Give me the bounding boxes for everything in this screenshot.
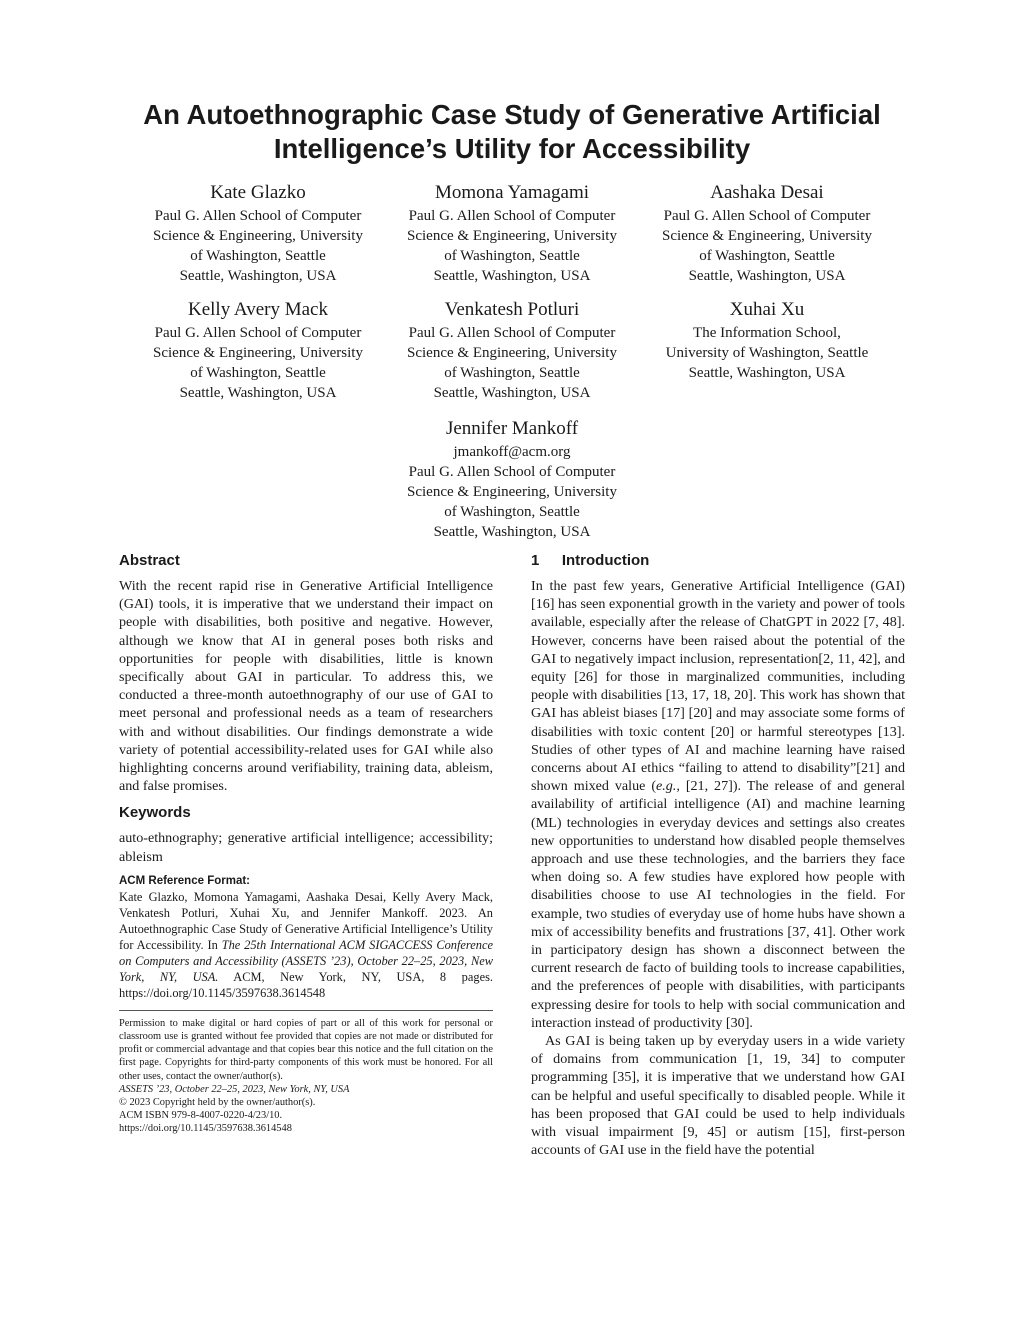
author-name: Kate Glazko bbox=[210, 182, 306, 203]
author-block bbox=[123, 180, 393, 286]
author-affiliation-line: University of Washington, Seattle bbox=[665, 345, 869, 361]
author-name: Aashaka Desai bbox=[710, 182, 824, 203]
permission-text: Permission to make digital or hard copies of part or all of this work for personal or classroom use is granted without fee provided that copies are not made or distributed for profit or commercial advantage and that copies bear this notice and the full citation on the first page. Copyrights for third-party components of this work must be honored. For all other uses, contact the owner/author(s). bbox=[119, 1017, 493, 1082]
author-name: Venkatesh Potluri bbox=[444, 299, 580, 320]
author-affiliation-line: Seattle, Washington, USA bbox=[179, 268, 337, 284]
author-affiliation-line: Science & Engineering, University bbox=[153, 345, 363, 361]
abstract-text: With the recent rapid rise in Generative Artificial Intelligence (GAI) tools, it is imperative that we understand their impact on people with disabilities, both positive and negative. However, although we know that AI in general poses both risks and opportunities for people with disabilities, little is known specifically about GAI in particular. To address this, we conducted a three-month autoethnography of our use of GAI to meet personal and professional needs as a team of researchers with and without disabilities. Our findings demonstrate a wide variety of potential accessibility-related uses for GAI while also highlighting concerns around verifiability, training data, ableism, and false promises. bbox=[119, 578, 493, 795]
author-block bbox=[377, 297, 647, 403]
doi-link[interactable]: https://doi.org/10.1145/3597638.3614548 bbox=[119, 1123, 292, 1135]
title-line-2: Intelligence’s Utility for Accessibility bbox=[273, 133, 751, 164]
keywords-text: auto-ethnography; generative artificial intelligence; accessibility; ableism bbox=[119, 830, 493, 865]
author-affiliation-line: Paul G. Allen School of Computer bbox=[408, 464, 616, 480]
author-block bbox=[632, 297, 902, 383]
intro-p1-part-a: In the past few years, Generative Artificial Intelligence (GAI) [16] has seen exponential growth in the variety and power of tools available, especially after the release of ChatGPT in 2022 [7, 48]. However, concerns have been raised about the potential of the GAI to negatively impact inclusion, representation[2, 11, 42], and equity [26] for those in marginalized communities, including people with disabilities [13, 17, 18, 20]. This work has shown that GAI has ableist biases [17] [20] and may associate some forms of disabilities with toxic content [20] or harmful stereotypes [13]. Studies of other types of AI and machine learning have raised concerns about AI ethics “failing to attend to disability”[21] and shown mixed value ( bbox=[531, 578, 905, 795]
author-affiliation-line: Science & Engineering, University bbox=[407, 484, 617, 500]
author-affiliation-line: of Washington, Seattle bbox=[699, 248, 835, 264]
author-block bbox=[123, 297, 393, 403]
author-affiliation-line: of Washington, Seattle bbox=[444, 504, 580, 520]
acm-reference-text bbox=[119, 889, 493, 1001]
intro-p1-part-b: [21, 27]). The release of and general availability of artificial intelligence (AI) and machine learning (ML) technologies in everyday devices and settings also creates new opportunities to understand how disabled people themselves approach and use these technologies, and the barriers they face when doing so. A few studies have explored how people with disabilities choose to use AI technologies in the field. For example, two studies of everyday use of home hubs have shown a mix of accessibility benefits and frustrations [37, 41]. Other work in participatory design has shown a disconnect between the current research de facto of building tools to increase capabilities, and the preferences of people with disabilities, with participants expressing desire for tools to help with social communication and interaction instead of productivity [30]. bbox=[531, 778, 905, 1031]
author-affiliation-line: Seattle, Washington, USA bbox=[433, 385, 591, 401]
right-column bbox=[531, 551, 905, 1160]
isbn-line: ACM ISBN 979-8-4007-0220-4/23/10. bbox=[119, 1110, 283, 1122]
author-affiliation-line: Seattle, Washington, USA bbox=[433, 524, 591, 540]
author-affiliation-line: Science & Engineering, University bbox=[407, 228, 617, 244]
author-affiliation-line: Seattle, Washington, USA bbox=[688, 365, 846, 381]
copyright-line: © 2023 Copyright held by the owner/author(s). bbox=[119, 1097, 316, 1109]
author-affiliation-line: Science & Engineering, University bbox=[407, 345, 617, 361]
left-column bbox=[119, 551, 493, 1136]
paper-title bbox=[100, 98, 924, 166]
author-affiliation-line: Seattle, Washington, USA bbox=[433, 268, 591, 284]
author-affiliation-line: Paul G. Allen School of Computer bbox=[663, 208, 871, 224]
author-affiliation-line: of Washington, Seattle bbox=[444, 248, 580, 264]
author-email[interactable]: jmankoff@acm.org bbox=[453, 444, 571, 460]
author-affiliation-line: Science & Engineering, University bbox=[153, 228, 363, 244]
author-affiliation-line: Science & Engineering, University bbox=[662, 228, 872, 244]
acm-reference-pre: Kate Glazko, Momona Yamagami, Aashaka Desai, Kelly Avery Mack, Venkatesh Potluri, Xuhai Xu, and Jennifer Mankoff. 2023. An Autoethnographic Case Study of Generative Artificial Intelligence’s Utility for Accessibility. In bbox=[119, 889, 493, 952]
intro-paragraph-2: As GAI is being taken up by everyday users in a wide variety of domains from communication [1, 19, 34] to computer programming [35], it is imperative that we understand how GAI can be helpful and useful specifically to disabled people. While it has been proposed that GAI could be used to help individuals with visual impairment [9, 45] or autism [15], first-person accounts of GAI use in the field have the potential bbox=[531, 1033, 905, 1159]
author-affiliation-line: The Information School, bbox=[693, 325, 841, 341]
acm-reference-heading: ACM Reference Format: bbox=[119, 874, 250, 887]
acm-reference-venue: The 25th International ACM SIGACCESS Conference on Computers and Accessibility (ASSETS ’23), October 22–25, 2023, New York, NY, USA. bbox=[119, 937, 493, 984]
author-affiliation-line: Paul G. Allen School of Computer bbox=[154, 208, 362, 224]
author-affiliation-line: Seattle, Washington, USA bbox=[688, 268, 846, 284]
title-line-1: An Autoethnographic Case Study of Generative Artificial bbox=[143, 99, 881, 130]
author-block bbox=[377, 180, 647, 286]
permission-venue: ASSETS ’23, October 22–25, 2023, New York, NY, USA bbox=[119, 1083, 350, 1095]
author-block bbox=[377, 416, 647, 542]
author-affiliation-line: Seattle, Washington, USA bbox=[179, 385, 337, 401]
author-affiliation-line: of Washington, Seattle bbox=[190, 365, 326, 381]
author-name: Kelly Avery Mack bbox=[188, 299, 328, 320]
author-affiliation-line: of Washington, Seattle bbox=[190, 248, 326, 264]
author-name: Jennifer Mankoff bbox=[445, 418, 579, 439]
author-affiliation-line: of Washington, Seattle bbox=[444, 365, 580, 381]
author-affiliation-line: Paul G. Allen School of Computer bbox=[408, 208, 616, 224]
intro-paragraph-1 bbox=[531, 577, 905, 1032]
author-name: Xuhai Xu bbox=[729, 299, 805, 320]
acm-reference-post[interactable]: ACM, New York, NY, USA, 8 pages. https://doi.org/10.1145/3597638.3614548 bbox=[119, 969, 493, 1000]
introduction-heading: 1 Introduction bbox=[531, 552, 650, 569]
acm-reference bbox=[119, 874, 493, 1001]
author-name: Momona Yamagami bbox=[434, 182, 590, 203]
permission-notice bbox=[119, 1017, 493, 1136]
author-affiliation-line: Paul G. Allen School of Computer bbox=[154, 325, 362, 341]
intro-p1-eg: e.g., bbox=[656, 778, 680, 795]
abstract-heading: Abstract bbox=[119, 552, 180, 569]
keywords-heading: Keywords bbox=[119, 804, 191, 822]
author-block bbox=[632, 180, 902, 286]
footnote-divider bbox=[119, 1010, 493, 1011]
author-affiliation-line: Paul G. Allen School of Computer bbox=[408, 325, 616, 341]
